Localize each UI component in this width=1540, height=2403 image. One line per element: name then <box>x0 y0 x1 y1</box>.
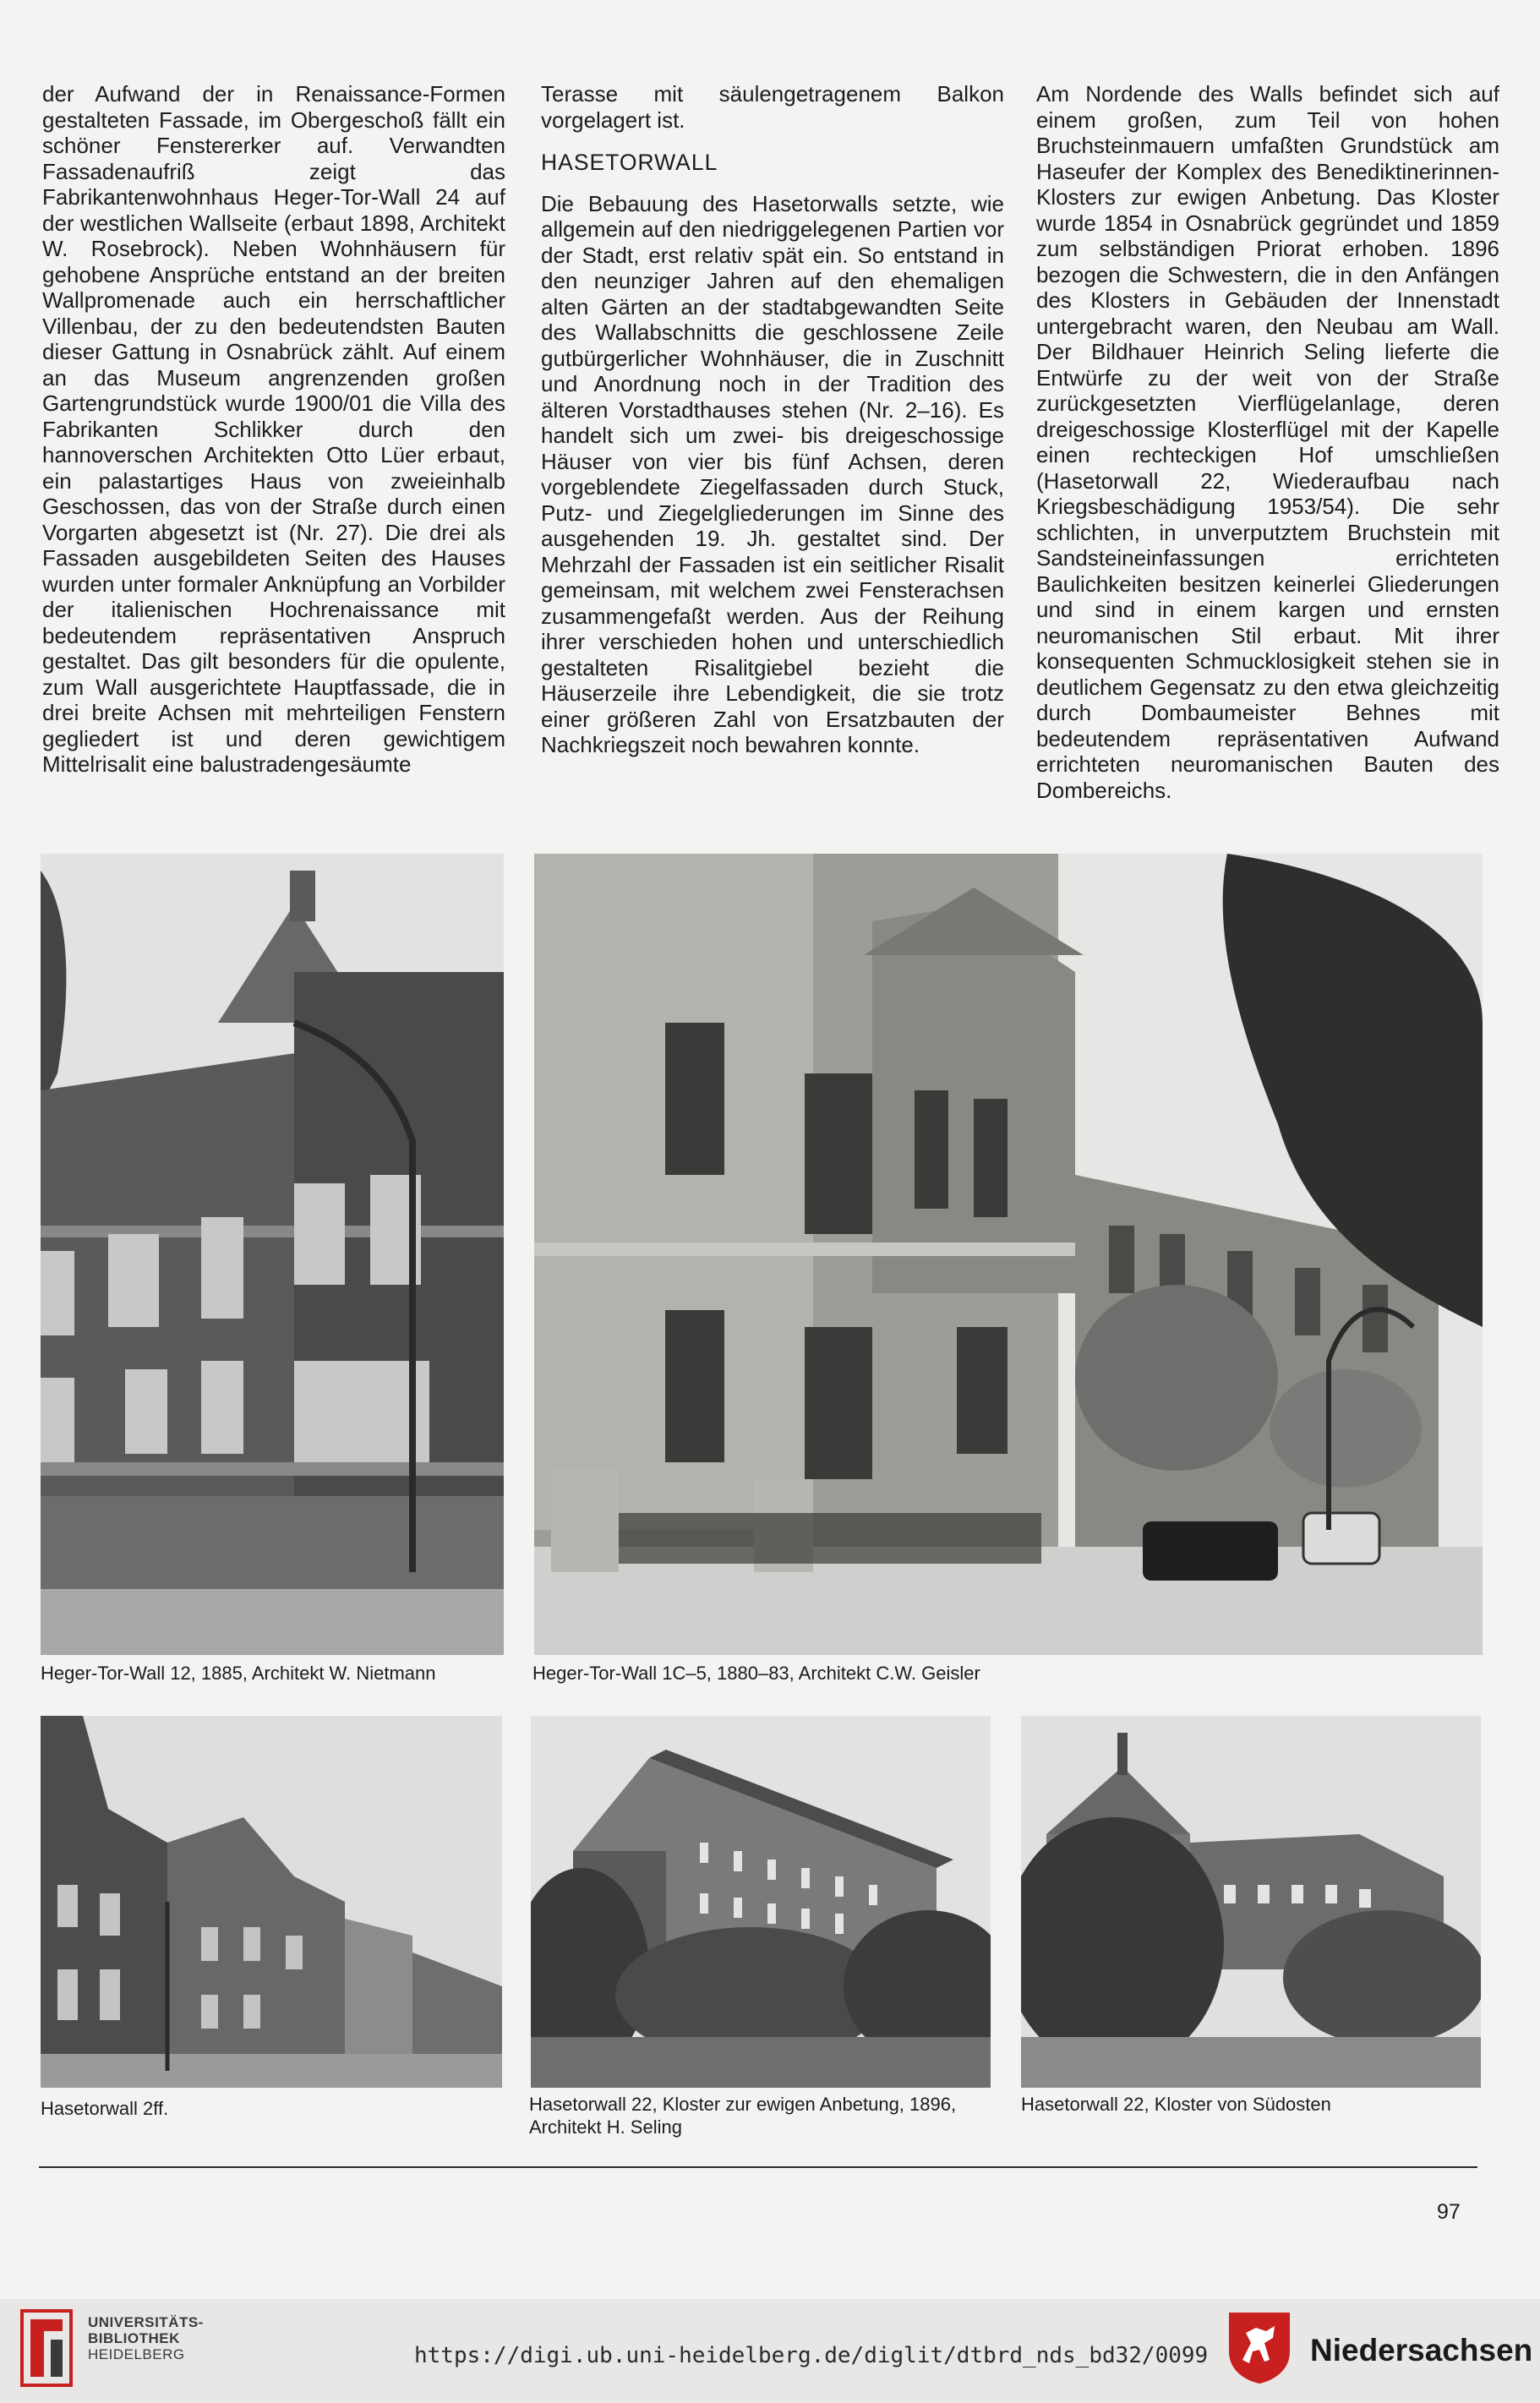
photo-kloster-anbetung <box>531 1716 991 2088</box>
library-logo-icon[interactable] <box>19 2306 78 2395</box>
text-column-1 <box>42 81 505 778</box>
column2-intro: Terasse mit säulengetragenem Balkon vorgelagert ist. <box>541 81 1004 133</box>
column3-paragraph: Am Nordende des Walls befindet sich auf einem großen, zum Teil von hohen Bruchsteinmauern umfaßten Grundstück am Haseufer der Komplex des Benediktinerinnen-Klosters zur ewigen Anbetung. Das Kloster wurde 1854 in Osnabrück gegründet und 1859 zum selbständigen Priorat erhoben. 1896 bezogen die Schwestern, die in den Anfängen des Klosters in Gebäuden der Innenstadt untergebracht waren, den Neubau am Wall. Der Bildhauer Heinrich Seling lieferte die Entwürfe zu der weit von der Straße zurückgesetzten Vierflügelanlage, deren dreigeschossige Klosterflügel mit der Kapelle einen rechteckigen Hof umschließen (Hasetorwall 22, Wiederaufbau nach Kriegsbeschädigung 1953/54). Die sehr schlichten, in unverputztem Bruchstein mit Sandsteineinfassungen errichteten Baulichkeiten besitzen keinerlei Gliederungen und sind in einem kargen und ernsten neuromanischen Stil erbaut. Mit ihrer konsequenten Schmucklosigkeit stehen sie in deutlichem Gegensatz zu den etwa gleichzeitig durch Dombaumeister Behnes mit bedeutendem repräsentativen Aufwand errichteten neuromanischen Bauten des Dombereichs. <box>1036 81 1499 803</box>
caption-photo-4 <box>529 2093 956 2138</box>
text-column-3 <box>1036 81 1499 803</box>
section-heading: HASETORWALL <box>541 150 718 175</box>
photo-hasetorwall-2ff <box>41 1716 502 2088</box>
caption-photo-4-line-1: Hasetorwall 22, Kloster zur ewigen Anbetung, 1896, <box>529 2094 957 2115</box>
photo-kloster-suedosten <box>1021 1716 1481 2088</box>
column2-paragraph: Die Bebauung des Hasetorwalls setzte, wie allgemein auf den niedriggelegenen Partien vor der Stadt, erst relativ spät ein. So entstand in den neunziger Jahren auf den ehemaligen alten Gärten an der stadtabgewandten Seite des Wallabschnitts die geschlossene Zeile gutbürgerlicher Wohnhäuser, die in Zuschnitt und Anordnung noch in der Tradition des älteren Vorstadthauses stehen (Nr. 2–16). Es handelt sich um zwei- bis dreigeschossige Häuser von vier bis fünf Achsen, deren vorgeblendete Ziegelfassaden durch Stuck, Putz- und Ziegelgliederungen im Sinne des ausgehenden 19. Jh. gestaltet sind. Der Mehrzahl der Fassaden ist ein seitlicher Risalit gemeinsam, mit welchem zwei Fensterachsen zusammengefaßt werden. Aus der Reihung ihrer verschieden hohen und unterschiedlich gestalteten Risalitgiebel bezieht die Häuserzeile ihre Lebendigkeit, die sie trotz einer größeren Zahl von Ersatzbauten der Nachkriegszeit noch bewahren konnte. <box>541 190 1004 757</box>
library-name[interactable] <box>88 2314 204 2362</box>
page-number: 97 <box>1437 2200 1461 2224</box>
region-label: Niedersachsen <box>1310 2333 1533 2368</box>
library-line-3: HEIDELBERG <box>88 2346 185 2362</box>
footer-rule <box>39 2166 1477 2168</box>
caption-photo-4-line-2: Architekt H. Seling <box>529 2116 682 2138</box>
photo-heger-tor-wall-1c-5 <box>534 854 1483 1655</box>
photo-heger-tor-wall-12 <box>41 854 504 1655</box>
lower-saxony-horse-icon[interactable] <box>1226 2309 1293 2389</box>
caption-photo-2: Heger-Tor-Wall 1C–5, 1880–83, Architekt C.W. Geisler <box>532 1663 980 1684</box>
caption-photo-3: Hasetorwall 2ff. <box>41 2098 169 2119</box>
caption-photo-5: Hasetorwall 22, Kloster von Südosten <box>1021 2094 1331 2115</box>
document-url-link[interactable]: https://digi.ub.uni-heidelberg.de/diglit/dtbrd_nds_bd32/0099 <box>414 2343 1209 2368</box>
text-column-2 <box>541 81 1004 758</box>
column1-paragraph: der Aufwand der in Renaissance-Formen gestalteten Fassade, im Obergeschoß fällt ein schöner Fenstererker auf. Verwandten Fassadenaufriß zeigt das Fabrikantenwohnhaus Heger-Tor-Wall 24 auf der westlichen Wallseite (erbaut 1898, Architekt W. Rosebrock). Neben Wohnhäusern für gehobene Ansprüche entstand an der breiten Wallpromenade auch ein herrschaftlicher Villenbau, der zu den bedeutendsten Bauten dieser Gattung in Osnabrück zählt. Auf einem an das Museum angrenzenden großen Gartengrundstück wurde 1900/01 die Villa des Fabrikanten Schlikker durch den hannoverschen Architekten Otto Lüer erbaut, ein palastartiges Haus von zweieinhalb Geschossen, das von der Straße durch einen Vorgarten abgesetzt ist (Nr. 27). Die drei als Fassaden ausgebildeten Seiten des Hauses wurden unter formaler Anknüpfung an Vorbilder der italienischen Hochrenaissance mit bedeutendem repräsentativen Anspruch gestaltet. Das gilt besonders für die opulente, zum Wall ausgerichtete Hauptfassade, die in drei breite Achsen mit mehrteiligen Fenstern gegliedert ist und deren gewichtigem Mittelrisalit eine balustradengesäumte <box>42 81 505 777</box>
library-line-2: BIBLIOTHEK <box>88 2330 180 2346</box>
caption-photo-1: Heger-Tor-Wall 12, 1885, Architekt W. Nietmann <box>41 1663 436 1684</box>
library-line-1: UNIVERSITÄTS- <box>88 2314 204 2330</box>
